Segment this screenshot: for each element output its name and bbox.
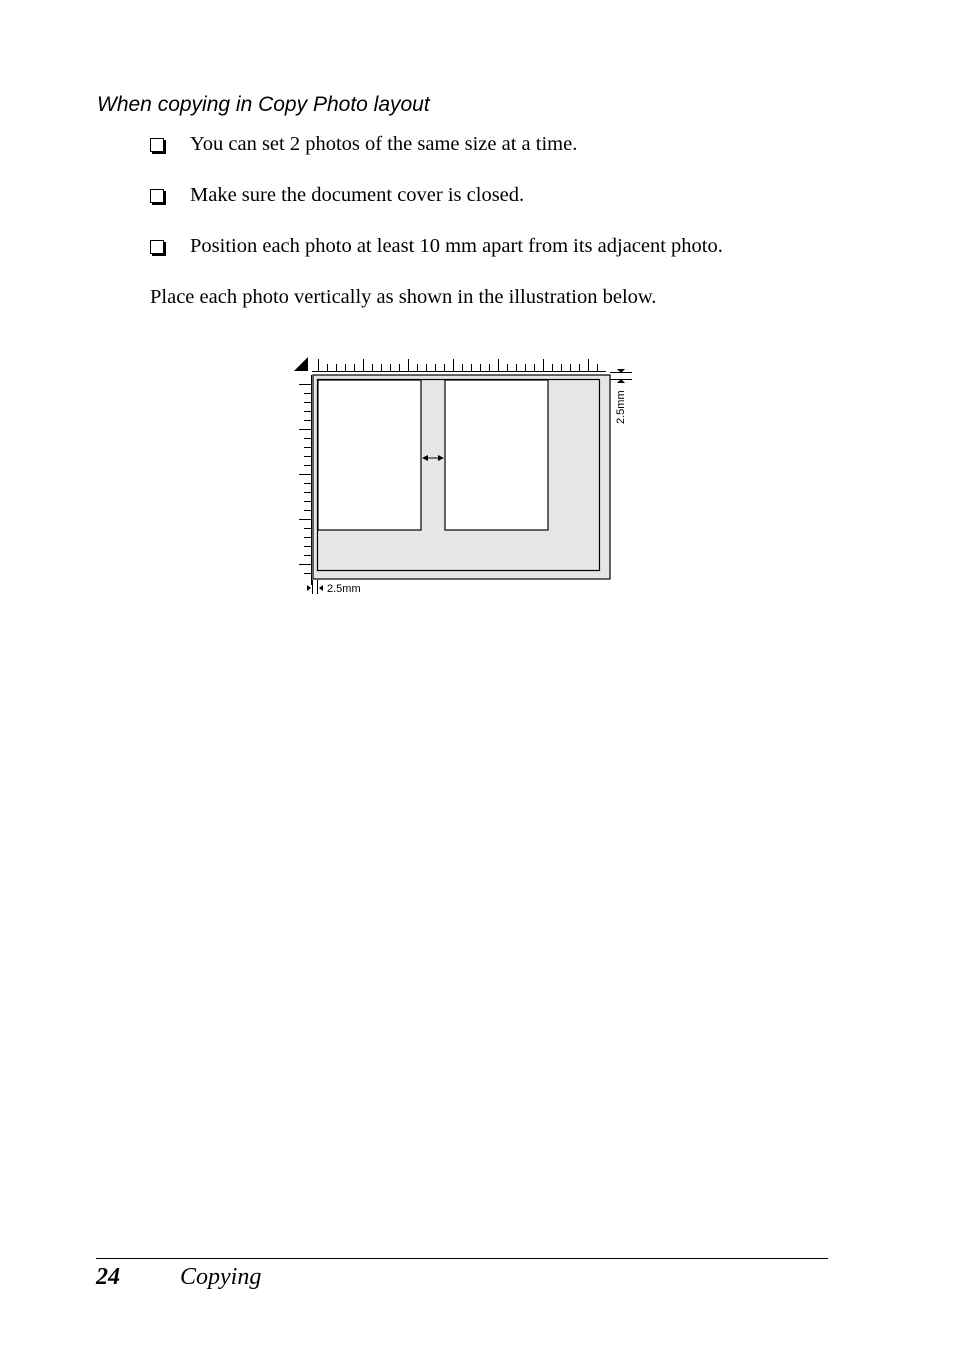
- bullet-text: You can set 2 photos of the same size at a time.: [190, 132, 578, 155]
- footer-rule: [96, 1258, 828, 1259]
- section-heading: When copying in Copy Photo layout: [97, 93, 430, 116]
- left-margin-label: 2.5mm: [327, 583, 361, 595]
- bullet-text: Position each photo at least 10 mm apart from its adjacent photo.: [190, 234, 723, 257]
- photo-1: [318, 380, 421, 530]
- page-number: 24: [96, 1264, 120, 1290]
- chapter-name: Copying: [180, 1264, 262, 1290]
- photo-placement-illustration: [0, 0, 954, 620]
- corner-mark-icon: [294, 357, 308, 371]
- left-margin-dimension: [307, 580, 361, 595]
- top-ruler-ticks: [319, 359, 598, 371]
- photo-2: [445, 380, 548, 530]
- instruction-paragraph: Place each photo vertically as shown in the illustration below.: [150, 286, 657, 308]
- top-margin-dimension: [610, 369, 632, 424]
- left-ruler-ticks: [299, 385, 311, 574]
- top-margin-label: 2.5mm: [615, 390, 627, 424]
- bullet-text: Make sure the document cover is closed.: [190, 183, 525, 206]
